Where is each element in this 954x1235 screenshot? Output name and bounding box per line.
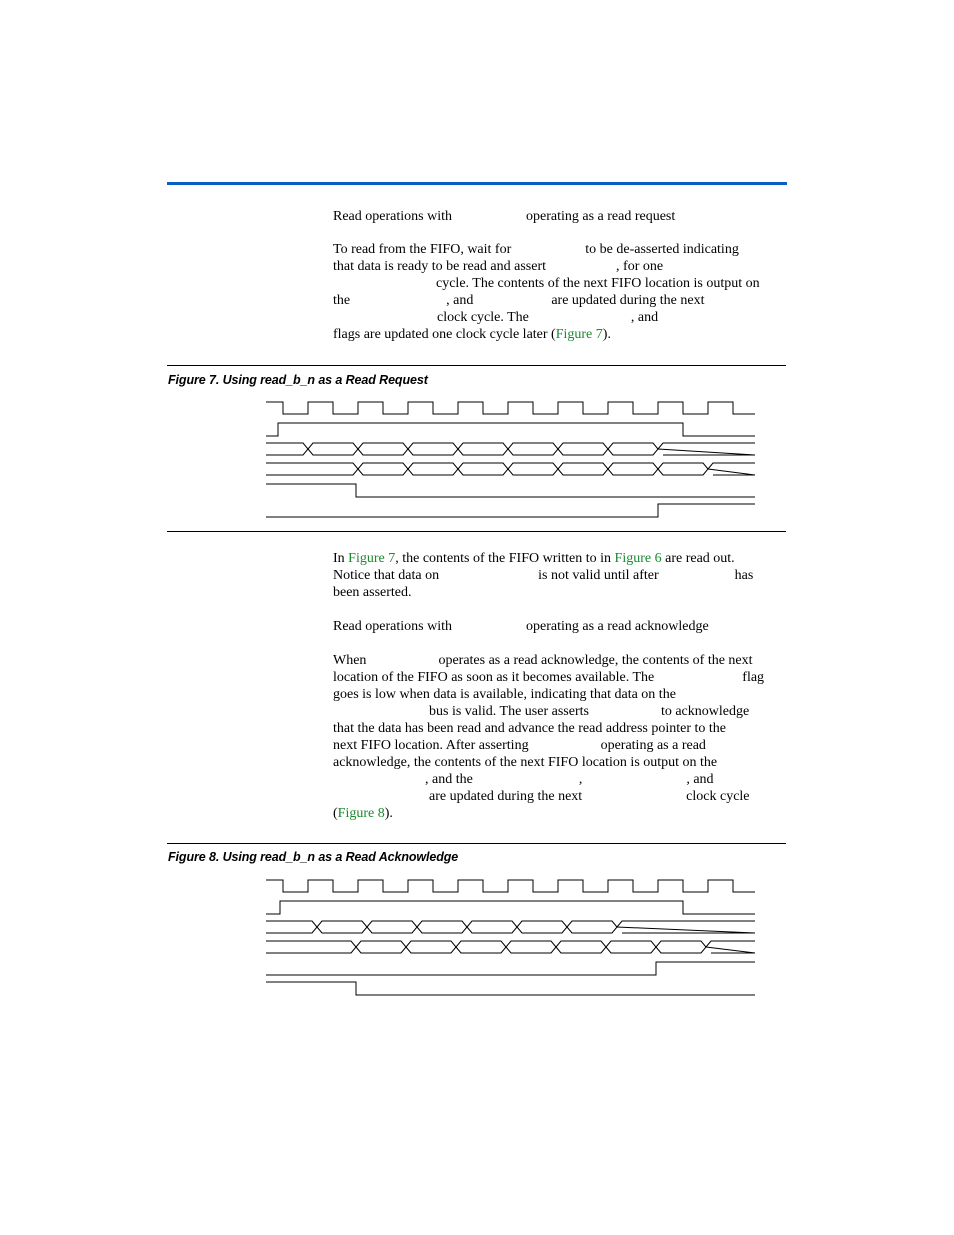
fig7-bus2-waveform xyxy=(266,463,755,475)
fig8-bus1-waveform xyxy=(266,921,755,933)
fig8-bus2-waveform xyxy=(266,941,755,953)
read-request-heading: Read operations with operating as a read request xyxy=(333,209,676,224)
figure-7-caption: Figure 7. Using read_b_n as a Read Request xyxy=(168,373,428,387)
fig8-flag1-waveform xyxy=(266,962,755,975)
read-ack-paragraph: When operates as a read acknowledge, the contents of the next location of the FIFO as soon as it becomes available. The flag goes is low when data is available, indicating that data on the bus is valid. The user asserts to acknowledge that the data has been read and advance the read address pointer to the next FIFO location. After asserting operating as a read acknowledge, the contents of the next FIFO location is output on the , and the , , and are updated during the next clock cycle (Figure 8). xyxy=(333,653,765,821)
figure-6-link[interactable]: Figure 6 xyxy=(614,551,662,566)
figure-8-top-rule xyxy=(167,843,786,844)
figure-7-bottom-rule xyxy=(167,531,786,532)
fig7-bus1-waveform xyxy=(266,443,755,455)
read-request-paragraph: To read from the FIFO, wait for to be de-asserted indicating that data is ready to be read and assert , for one cycle. The contents of the next FIFO location is output on the , and are updated during the next clock cycle. The , and flags are updated one clock cycle later (Figure 7). xyxy=(333,242,760,342)
fig8-clock-waveform xyxy=(266,880,755,892)
figure-8-link[interactable]: Figure 8 xyxy=(337,806,385,821)
fig7-clock-waveform xyxy=(266,402,755,414)
fig7-empty-flag-waveform xyxy=(266,484,755,497)
figure-7-link[interactable]: Figure 7 xyxy=(555,327,603,342)
fig8-empty-flag-waveform xyxy=(266,982,755,995)
fig7-read-strobe-waveform xyxy=(266,423,755,436)
figure-8-caption: Figure 8. Using read_b_n as a Read Acknowledge xyxy=(168,850,459,864)
fig8-read-ack-waveform xyxy=(266,901,755,914)
figure-7-description: In Figure 7, the contents of the FIFO written to in Figure 6 are read out. Notice that data on is not valid until after has been asserted. xyxy=(333,551,754,600)
figure-7-link-2[interactable]: Figure 7 xyxy=(348,551,396,566)
fig7-flag2-waveform xyxy=(266,504,755,517)
read-ack-heading: Read operations with operating as a read acknowledge xyxy=(333,619,709,634)
